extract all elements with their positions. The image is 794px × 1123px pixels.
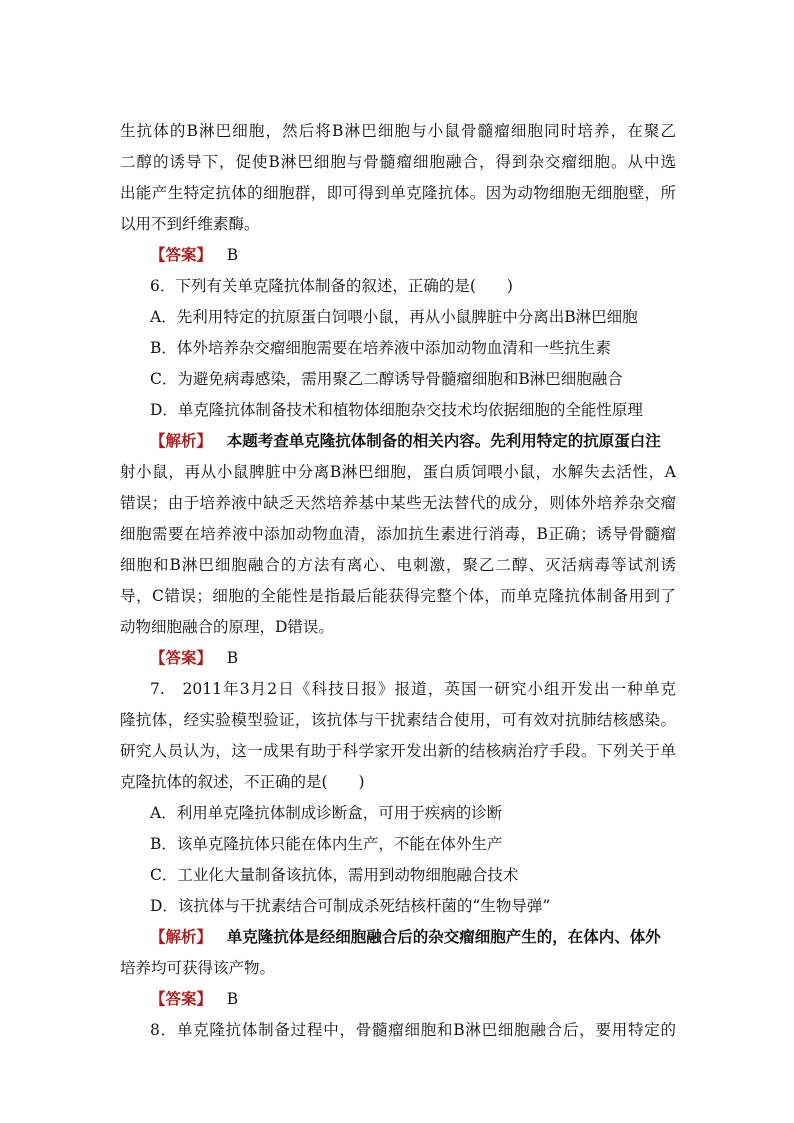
q7-analysis-first (150, 927, 661, 947)
analysis-line: 导，C错误；细胞的全能性是指最后能获得完整个体，而单克隆抗体制备用到了 (120, 587, 676, 605)
analysis-line: 培养均可获得该产物。 (120, 959, 276, 977)
answer-label: 【答案】 (150, 245, 213, 264)
q7-stem-line: 隆抗体，经实验模型验证，该抗体与干扰素结合使用，可有效对抗肺结核感染。 (120, 711, 676, 729)
answer-value: B (226, 990, 239, 1008)
analysis-line: 二醇的诱导下，促使B淋巴细胞与骨髓瘤细胞融合，得到杂交瘤细胞。从中选 (120, 153, 676, 171)
analysis-line: 细胞和B淋巴细胞融合的方法有离心、电刺激，聚乙二醇、灭活病毒等试剂诱 (120, 556, 676, 574)
q7-option-d: D．该抗体与干扰素结合可制成杀死结核杆菌的“生物导弹” (150, 897, 551, 915)
q7-option-a: A．利用单克隆抗体制成诊断盒，可用于疾病的诊断 (150, 804, 503, 822)
analysis-line: 细胞需要在培养液中添加动物血清，添加抗生素进行消毒，B正确；诱导骨髓瘤 (120, 525, 676, 543)
q7-stem-line: 克隆抗体的叙述，不正确的是( ) (120, 773, 365, 791)
q6-analysis-first (150, 431, 661, 451)
analysis-label: 【解析】 (150, 927, 213, 946)
q6-option-d: D．单克隆抗体制备技术和植物体细胞杂交技术均依据细胞的全能性原理 (150, 401, 643, 419)
q6-option-b: B．体外培养杂交瘤细胞需要在培养液中添加动物血清和一些抗生素 (150, 339, 611, 357)
answer-label: 【答案】 (150, 648, 213, 667)
analysis-line: 生抗体的B淋巴细胞，然后将B淋巴细胞与小鼠骨髓瘤细胞同时培养，在聚乙 (120, 122, 676, 140)
analysis-line: 错误；由于培养液中缺乏天然培养基中某些无法替代的成分，则体外培养杂交瘤 (120, 494, 676, 512)
q7-option-b: B．该单克隆抗体只能在体内生产，不能在体外生产 (150, 835, 503, 853)
analysis-label: 【解析】 (150, 431, 213, 450)
analysis-text: 单克隆抗体是经细胞融合后的杂交瘤细胞产生的，在体内、体外 (226, 927, 661, 946)
q7-option-c: C．工业化大量制备该抗体，需用到动物细胞融合技术 (150, 866, 519, 884)
answer-value: B (226, 246, 239, 264)
analysis-line: 以用不到纤维素酶。 (120, 215, 260, 233)
q5-answer (150, 245, 238, 265)
q6-option-c: C．为避免病毒感染，需用聚乙二醇诱导骨髓瘤细胞和B淋巴细胞融合 (150, 370, 623, 388)
answer-label: 【答案】 (150, 989, 213, 1008)
q6-stem: 6．下列有关单克隆抗体制备的叙述，正确的是( ) (150, 277, 513, 295)
analysis-line: 射小鼠，再从小鼠脾脏中分离B淋巴细胞，蛋白质饲喂小鼠，水解失去活性，A (120, 463, 676, 481)
q6-answer (150, 648, 238, 668)
analysis-text: 本题考查单克隆抗体制备的相关内容。先利用特定的抗原蛋白注 (226, 431, 661, 450)
q7-stem-line: 研究人员认为，这一成果有助于科学家开发出新的结核病治疗手段。下列关于单 (120, 742, 676, 760)
q6-option-a: A．先利用特定的抗原蛋白饲喂小鼠，再从小鼠脾脏中分离出B淋巴细胞 (150, 308, 638, 326)
analysis-line: 出能产生特定抗体的细胞群，即可得到单克隆抗体。因为动物细胞无细胞壁，所 (120, 184, 676, 202)
answer-value: B (226, 649, 239, 667)
analysis-line: 动物细胞融合的原理，D错误。 (120, 618, 334, 636)
q7-stem-line: 7. 2011年3月2日《科技日报》报道，英国一研究小组开发出一种单克 (150, 680, 676, 698)
q7-answer (150, 989, 238, 1009)
q8-stem: 8．单克隆抗体制备过程中，骨髓瘤细胞和B淋巴细胞融合后，要用特定的 (150, 1021, 676, 1039)
